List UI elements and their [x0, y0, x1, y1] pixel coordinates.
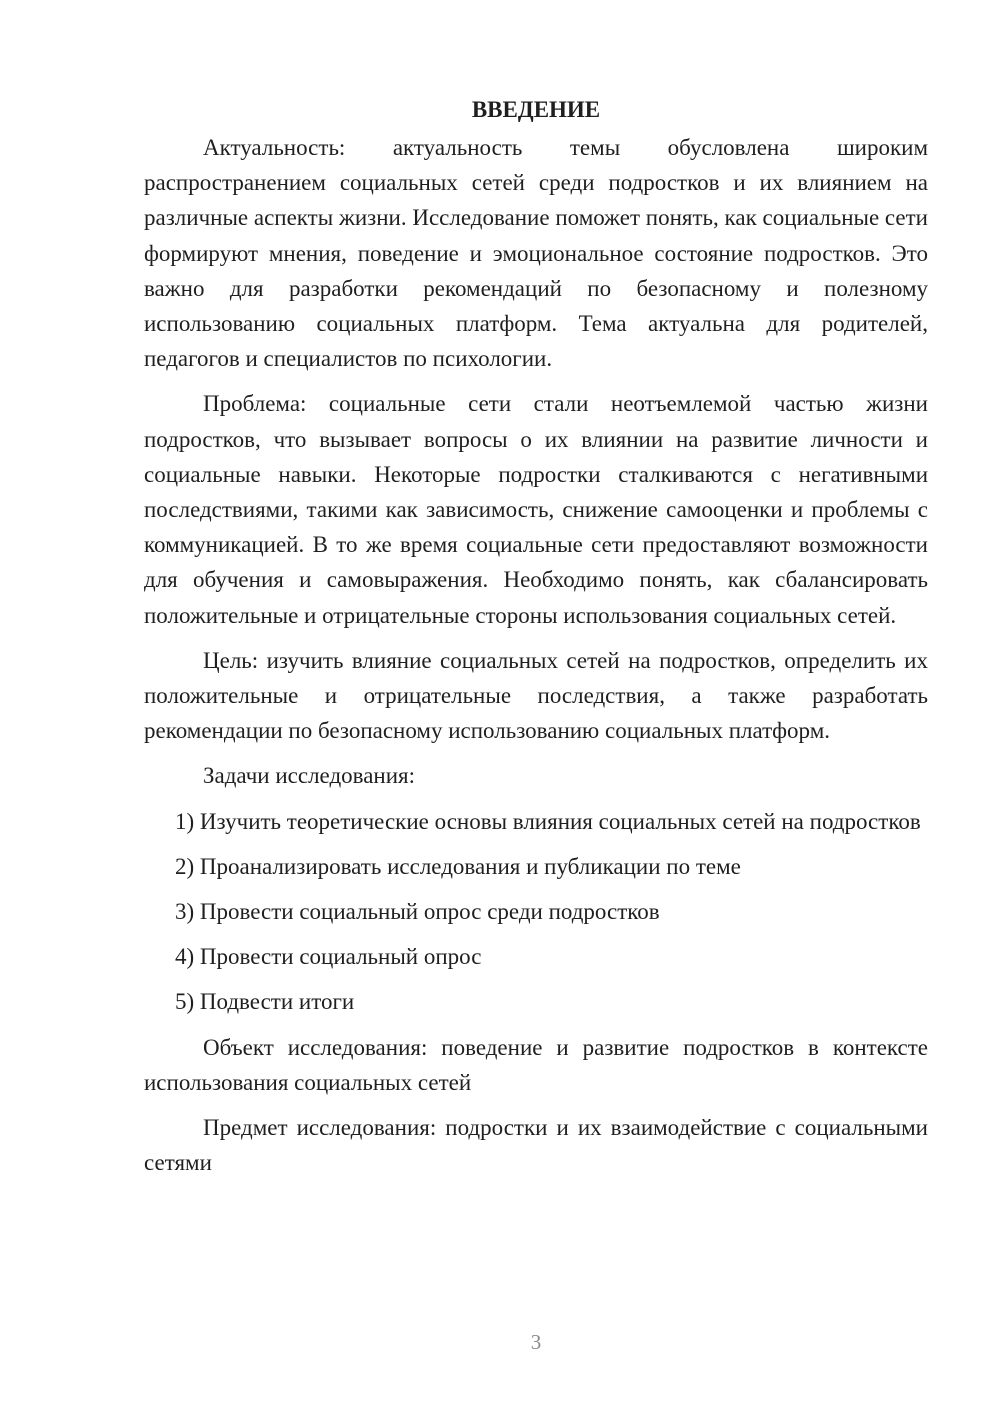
task-item-5: 5) Подвести итоги: [175, 989, 355, 1015]
object-paragraph: Объект исследования: поведение и развитие подростков в контексте использования социальных сетей: [144, 1034, 928, 1095]
problem-paragraph: Проблема: социальные сети стали неотъемлемой частью жизни подростков, что вызывает вопросы о их влиянии на развитие личности и социальные навыки. Некоторые подростки сталкиваются с негативными последствиями, такими как зависимость, снижение самооценки и проблемы с коммуникацией. В то же время социальные сети предоставляют возможности для обучения и самовыражения. Необходимо понять, как сбалансировать положительные и отрицательные стороны использования социальных сетей.: [144, 391, 928, 628]
task-item-2: 2) Проанализировать исследования и публикации по теме: [175, 853, 741, 879]
task-item-3: 3) Провести социальный опрос среди подростков: [175, 899, 660, 925]
page-number: 3: [530, 1330, 542, 1354]
section-heading: ВВЕДЕНИЕ: [471, 97, 601, 122]
tasks-list: [144, 804, 928, 1020]
task-item-1: 1) Изучить теоретические основы влияния социальных сетей на подростков: [175, 808, 921, 834]
subject-paragraph: Предмет исследования: подростки и их взаимодействие с социальными сетями: [144, 1115, 928, 1176]
goal-paragraph: Цель: изучить влияние социальных сетей на подростков, определить их положительные и отрицательные последствия, а также разработать рекомендации по безопасному использованию социальных платформ.: [144, 647, 928, 744]
tasks-intro: Задачи исследования:: [203, 763, 416, 789]
task-item-4: 4) Провести социальный опрос: [175, 944, 482, 970]
document-page: [144, 90, 928, 1190]
relevance-paragraph: Актуальность: актуальность темы обусловлена широким распространением социальных сетей среди подростков и их влиянием на различные аспекты жизни. Исследование поможет понять, как социальные сети формируют мнения, поведение и эмоциональное состояние подростков. Это важно для разработки рекомендаций по безопасному и полезному использованию социальных платформ. Тема актуальна для родителей, педагогов и специалистов по психологии.: [144, 135, 928, 372]
